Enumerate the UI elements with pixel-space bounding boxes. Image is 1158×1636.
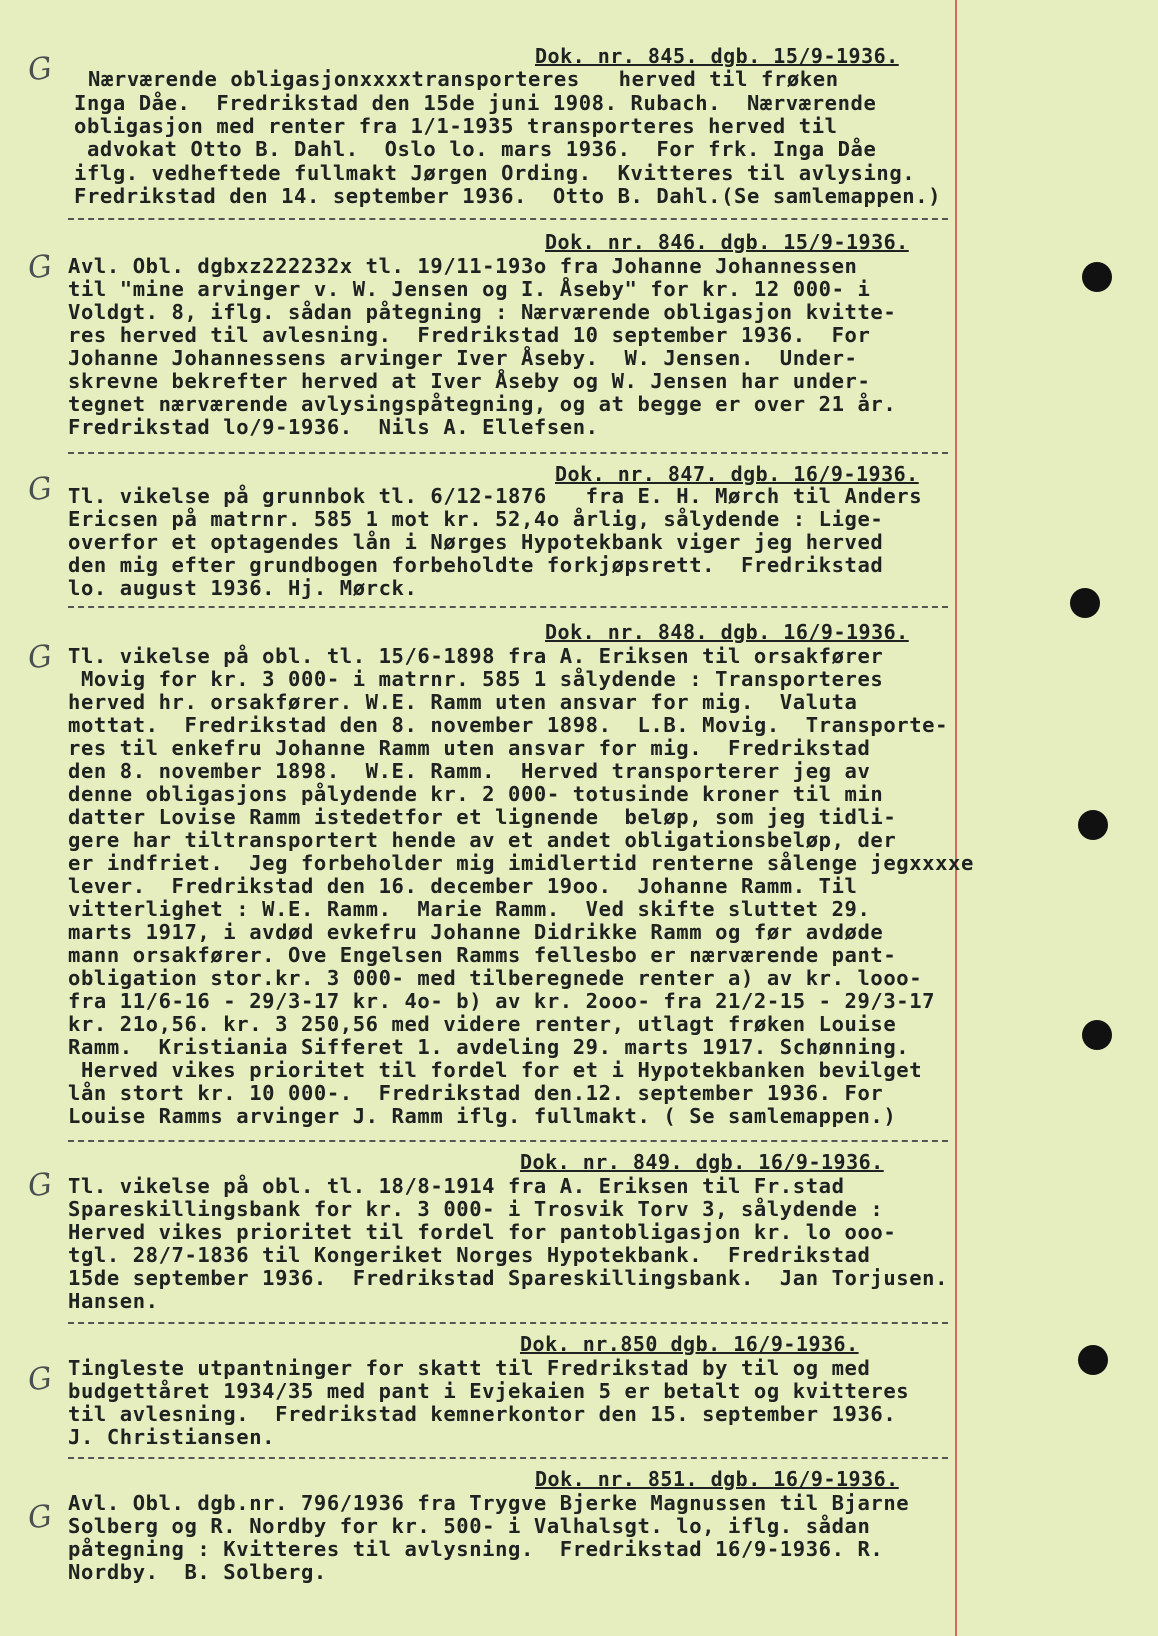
entry-header: Dok. nr. 846. dgb. 15/9-1936. (545, 230, 909, 254)
entry-line: Louise Ramms arvinger J. Ramm iflg. fullmakt. ( Se samlemappen.) (68, 1104, 897, 1128)
entry-line: obligasjon med renter fra 1/1-1935 transporteres herved til (74, 114, 838, 138)
punch-hole (1078, 1345, 1108, 1375)
entry-line: budgettåret 1934/35 med pant i Evjekaien 5 er betalt og kvitteres (68, 1379, 910, 1403)
entry-separator (68, 606, 948, 608)
entry-line: denne obligasjons pålydende kr. 2 000- totusinde kroner til min (68, 782, 884, 806)
entry-line: Johanne Johannessens arvinger Iver Åseby. W. Jensen. Under- (68, 346, 858, 370)
entry-separator (68, 1457, 948, 1459)
entry-separator (68, 218, 948, 220)
entry-line: Movig for kr. 3 000- i matrnr. 585 1 sålydende : Transporteres (68, 667, 884, 691)
margin-initial: G (25, 248, 55, 287)
entry-header: Dok. nr.850 dgb. 16/9-1936. (520, 1332, 859, 1356)
entry-line: datter Lovise Ramm istedetfor et lignende beløp, som jeg tidli- (68, 805, 897, 829)
entry-line: fra 11/6-16 - 29/3-17 kr. 4o- b) av kr. 2ooo- fra 21/2-15 - 29/3-17 (68, 989, 936, 1013)
entry-line: obligation stor.kr. 3 000- med tilberegnede renter a) av kr. looo- (68, 966, 923, 990)
entry-line: mottat. Fredrikstad den 8. november 1898. L.B. Movig. Transporte- (68, 713, 949, 737)
entry-line: Hansen. (68, 1289, 159, 1313)
entry-line: mann orsakfører. Ove Engelsen Ramms fellesbo er nærværende pant- (68, 943, 897, 967)
margin-initial: G (25, 470, 55, 509)
entry-separator (68, 452, 948, 454)
punch-hole (1082, 1020, 1112, 1050)
entry-line: Herved vikes prioritet til fordel for pantobligasjon kr. lo ooo- (68, 1220, 897, 1244)
entry-line: res herved til avlesning. Fredrikstad 10 september 1936. For (68, 323, 871, 347)
entry-line: Fredrikstad lo/9-1936. Nils A. Ellefsen. (68, 415, 599, 439)
entry-header: Dok. nr. 851. dgb. 16/9-1936. (535, 1467, 899, 1491)
punch-hole (1078, 810, 1108, 840)
entry-line: overfor et optagendes lån i Nørges Hypotekbank viger jeg herved (68, 530, 884, 554)
entry-line: res til enkefru Johanne Ramm uten ansvar for mig. Fredrikstad (68, 736, 871, 760)
punch-hole (1070, 588, 1100, 618)
entry-line: Nærværende obligasjonxxxxtransporteres herved til frøken (88, 67, 839, 91)
entry-line: lån stort kr. 10 000-. Fredrikstad den.12. september 1936. For (68, 1081, 884, 1105)
margin-initial: G (25, 1166, 55, 1205)
entry-line: marts 1917, i avdød evkefru Johanne Didrikke Ramm og før avdøde (68, 920, 884, 944)
entry-line: Tl. vikelse på obl. tl. 15/6-1898 fra A. Eriksen til orsakfører (68, 644, 884, 668)
entry-line: Ramm. Kristiania Sifferet 1. avdeling 29. marts 1917. Schønning. (68, 1035, 910, 1059)
entry-line: den mig efter grundbogen forbeholdte forkjøpsrett. Fredrikstad (68, 553, 884, 577)
entry-line: tgl. 28/7-1836 til Kongeriket Norges Hypotekbank. Fredrikstad (68, 1243, 871, 1267)
entry-line: til avlesning. Fredrikstad kemnerkontor den 15. september 1936. (68, 1402, 897, 1426)
entry-line: lo. august 1936. Hj. Mørck. (68, 576, 418, 600)
entry-line: iflg. vedheftede fullmakt Jørgen Ording. Kvitteres til avlysing. (74, 161, 916, 185)
entry-line: den 8. november 1898. W.E. Ramm. Herved transporterer jeg av (68, 759, 871, 783)
entry-line: lever. Fredrikstad den 16. december 19oo. Johanne Ramm. Til (68, 874, 858, 898)
entry-separator (68, 1322, 948, 1324)
entry-line: er indfriet. Jeg forbeholder mig imidlertid renterne sålenge jegxxxxe (68, 851, 974, 875)
entry-line: Fredrikstad den 14. september 1936. Otto B. Dahl.(Se samlemappen.) (74, 184, 942, 208)
entry-line: advokat Otto B. Dahl. Oslo lo. mars 1936. For frk. Inga Dåe (74, 137, 877, 161)
entry-header: Dok. nr. 845. dgb. 15/9-1936. (535, 44, 899, 68)
margin-initial: G (25, 1360, 55, 1399)
entry-separator (68, 1140, 948, 1142)
entry-line: Solberg og R. Nordby for kr. 500- i Valhalsgt. lo, iflg. sådan (68, 1514, 871, 1538)
entry-line: Voldgt. 8, iflg. sådan påtegning : Nærværende obligasjon kvitte- (68, 300, 897, 324)
entry-line: Herved vikes prioritet til fordel for et i Hypotekbanken bevilget (68, 1058, 923, 1082)
entry-line: Tingleste utpantninger for skatt til Fredrikstad by til og med (68, 1356, 871, 1380)
entry-line: påtegning : Kvitteres til avlysning. Fredrikstad 16/9-1936. R. (68, 1537, 884, 1561)
entry-line: Inga Dåe. Fredrikstad den 15de juni 1908. Rubach. Nærværende (74, 91, 877, 115)
entry-line: kr. 21o,56. kr. 3 250,56 med videre renter, utlagt frøken Louise (68, 1012, 897, 1036)
entry-header: Dok. nr. 848. dgb. 16/9-1936. (545, 620, 909, 644)
entry-line: Tl. vikelse på obl. tl. 18/8-1914 fra A. Eriksen til Fr.stad (68, 1174, 845, 1198)
entry-line: Nordby. B. Solberg. (68, 1560, 327, 1584)
entry-header: Dok. nr. 849. dgb. 16/9-1936. (520, 1150, 884, 1174)
entry-line: herved hr. orsakfører. W.E. Ramm uten ansvar for mig. Valuta (68, 690, 858, 714)
entry-line: vitterlighet : W.E. Ramm. Marie Ramm. Ved skifte sluttet 29. (68, 897, 871, 921)
entry-line: 15de september 1936. Fredrikstad Spareskillingsbank. Jan Torjusen. (68, 1266, 949, 1290)
punch-hole (1082, 262, 1112, 292)
entry-line: tegnet nærværende avlysingspåtegning, og at begge er over 21 år. (68, 392, 897, 416)
margin-initial: G (25, 50, 55, 89)
margin-initial: G (25, 1498, 55, 1537)
entry-line: Tl. vikelse på grunnbok tl. 6/12-1876 fra E. H. Mørch til Anders (68, 484, 923, 508)
entry-line: J. Christiansen. (68, 1425, 276, 1449)
entry-line: skrevne bekrefter herved at Iver Åseby og W. Jensen har under- (68, 369, 871, 393)
entry-header: Dok. nr. 847. dgb. 16/9-1936. (555, 462, 919, 486)
entry-line: Ericsen på matrnr. 585 1 mot kr. 52,4o årlig, sålydende : Lige- (68, 507, 884, 531)
entry-line: gere har tiltransportert hende av et andet obligationsbeløp, der (68, 828, 897, 852)
entry-line: Avl. Obl. dgbxz222232x tl. 19/11-193o fra Johanne Johannessen (68, 254, 858, 278)
margin-initial: G (25, 638, 55, 677)
entry-line: til "mine arvinger v. W. Jensen og I. Åseby" for kr. 12 000- i (68, 277, 871, 301)
entry-line: Spareskillingsbank for kr. 3 000- i Trosvik Torv 3, sålydende : (68, 1197, 884, 1221)
entry-line: Avl. Obl. dgb.nr. 796/1936 fra Trygve Bjerke Magnussen til Bjarne (68, 1491, 910, 1515)
margin-rule (955, 0, 957, 1636)
